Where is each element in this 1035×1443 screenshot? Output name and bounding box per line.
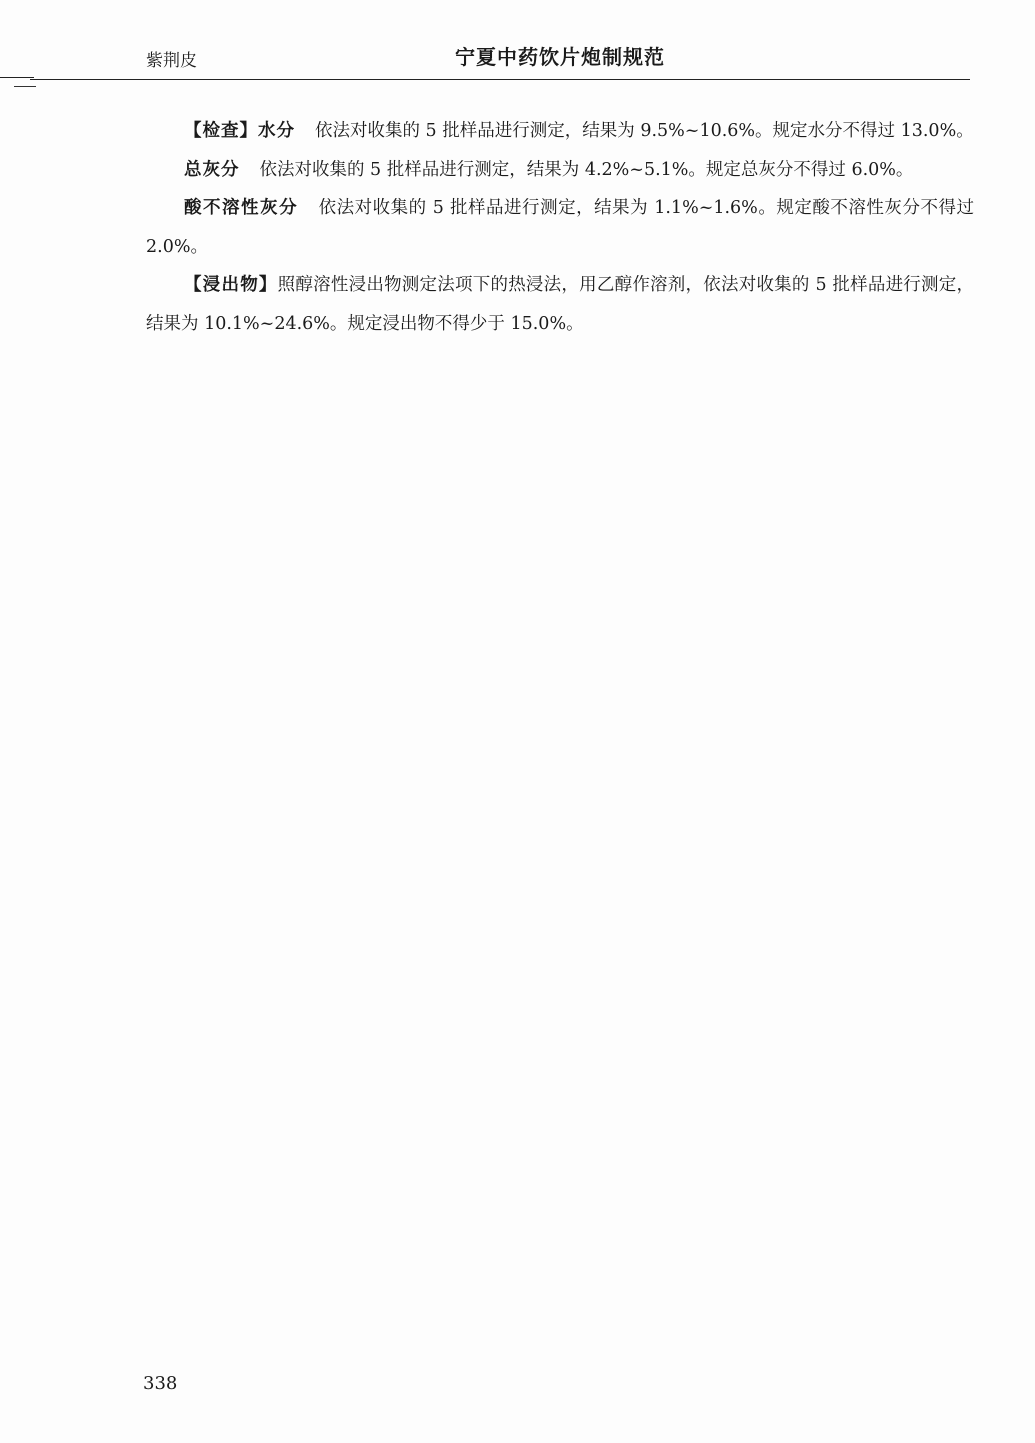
header-rule-tick: [0, 77, 34, 78]
paragraph-inspection-moisture: [146, 112, 974, 151]
section-label-inspection: 【检查】: [184, 121, 258, 141]
header-rule: [30, 79, 970, 80]
item-label-acid-insoluble-ash: 酸不溶性灰分: [184, 198, 299, 218]
running-header-section: 紫荆皮: [146, 51, 197, 71]
paragraph-text: 依法对收集的 5 批样品进行测定，结果为 1.1%~1.6%。规定酸不溶性灰分不得过 2.0%。: [146, 198, 974, 257]
paragraph-extract: [146, 266, 974, 343]
header-rule-tick-lower: [14, 86, 36, 87]
paragraph-total-ash: [146, 151, 974, 190]
running-header-book-title: 宁夏中药饮片炮制规范: [455, 45, 665, 69]
item-label-total-ash: 总灰分: [184, 159, 240, 180]
paragraph-text: 依法对收集的 5 批样品进行测定，结果为 9.5%~10.6%。规定水分不得过 13.0%。: [315, 121, 974, 141]
body-text: [146, 112, 974, 343]
paragraph-text: 依法对收集的 5 批样品进行测定，结果为 4.2%~5.1%。规定总灰分不得过 6.0%。: [259, 159, 914, 180]
paragraph-acid-insoluble-ash: [146, 189, 974, 266]
paragraph-text: 照醇溶性浸出物测定法项下的热浸法，用乙醇作溶剂，依法对收集的 5 批样品进行测定，结果为 10.1%~24.6%。规定浸出物不得少于 15.0%。: [146, 275, 974, 334]
page-number: 338: [143, 1373, 178, 1394]
section-label-extract: 【浸出物】: [184, 275, 278, 295]
item-label-moisture: 水分: [258, 121, 295, 141]
